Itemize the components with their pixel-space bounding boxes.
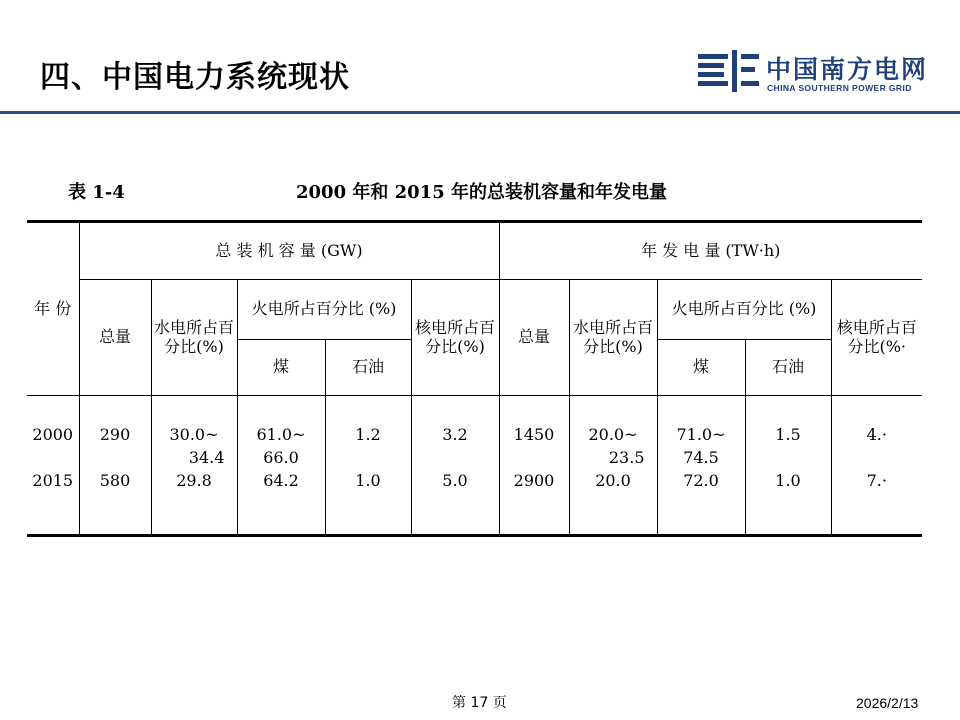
- header-capacity-coal: 煤: [237, 340, 325, 396]
- cell-gen-nuclear-2000: 4.·: [866, 425, 887, 444]
- col-capacity-nuclear: [411, 396, 499, 536]
- header-capacity-oil: 石油: [325, 340, 411, 396]
- header-capacity-thermal: 火电所占百分比 (%): [237, 280, 411, 340]
- header-generation-thermal: 火电所占百分比 (%): [657, 280, 831, 340]
- cell-cap-total-2000: 290: [99, 425, 131, 444]
- logo-name-cn: 中国南方电网: [766, 55, 929, 84]
- cell-gen-oil-2015: 1.0: [775, 471, 801, 490]
- capacity-generation-table: [27, 220, 922, 537]
- cell-cap-coal-2000-b: 66.0: [263, 448, 299, 467]
- cell-cap-hydro-2000-b: 34.4: [188, 448, 225, 467]
- power-grid-logo-icon: [698, 48, 760, 94]
- cell-cap-nuclear-2000: 3.2: [442, 425, 468, 444]
- cell-cap-hydro-2015: 29.8: [176, 471, 212, 490]
- header-generation-group: 年 发 电 量 (TW·h): [499, 222, 922, 280]
- cell-cap-total-2015: 580: [99, 471, 131, 490]
- company-logo: [698, 48, 948, 98]
- header-generation-oil: 石油: [745, 340, 831, 396]
- cell-gen-hydro-2015: 20.0: [595, 471, 631, 490]
- header-capacity-hydro: 水电所占百分比(%): [151, 280, 237, 396]
- header-generation-total: 总量: [499, 280, 569, 396]
- cell-gen-total-2015: 2900: [513, 471, 555, 490]
- cell-gen-nuclear-2015: 7.·: [866, 471, 887, 490]
- cell-gen-coal-2015: 72.0: [683, 471, 719, 490]
- table-title: 2000 年和 2015 年的总装机容量和年发电量: [296, 182, 667, 203]
- col-capacity-total: [79, 396, 151, 536]
- page-number: 第 17 页: [452, 695, 507, 711]
- col-generation-hydro: [569, 396, 657, 536]
- cell-year-2000: 2000: [32, 425, 74, 444]
- logo-name-en: CHINA SOUTHERN POWER GRID: [767, 83, 912, 93]
- cell-year-2015: 2015: [32, 471, 74, 490]
- col-year: [27, 396, 79, 536]
- header-generation-coal: 煤: [657, 340, 745, 396]
- col-capacity-coal: [237, 396, 325, 536]
- cell-cap-oil-2015: 1.0: [355, 471, 381, 490]
- col-capacity-oil: [325, 396, 411, 536]
- cell-cap-hydro-2000-a: 30.0~: [169, 425, 219, 444]
- cell-gen-oil-2000: 1.5: [775, 425, 801, 444]
- cell-gen-hydro-2000-a: 20.0~: [588, 425, 638, 444]
- cell-cap-oil-2000: 1.2: [355, 425, 381, 444]
- cell-gen-coal-2000-b: 74.5: [683, 448, 719, 467]
- col-generation-oil: [745, 396, 831, 536]
- cell-gen-coal-2000-a: 71.0~: [676, 425, 726, 444]
- header-capacity-total: 总量: [79, 280, 151, 396]
- col-capacity-hydro: [151, 396, 237, 536]
- header-divider: [0, 111, 960, 114]
- slide-date: 2026/2/13: [856, 695, 919, 711]
- header-capacity-nuclear: 核电所占百分比(%): [411, 280, 499, 396]
- header-year: 年 份: [27, 222, 79, 396]
- col-generation-total: [499, 396, 569, 536]
- cell-cap-coal-2000-a: 61.0~: [256, 425, 306, 444]
- col-generation-nuclear: [831, 396, 922, 536]
- header-generation-hydro: 水电所占百分比(%): [569, 280, 657, 396]
- cell-cap-nuclear-2015: 5.0: [442, 471, 468, 490]
- cell-gen-hydro-2000-b: 23.5: [608, 448, 645, 467]
- header-capacity-group: 总 装 机 容 量 (GW): [79, 222, 499, 280]
- col-generation-coal: [657, 396, 745, 536]
- table-number: 表 1-4: [68, 182, 125, 203]
- header-generation-nuclear: 核电所占百分比(%·: [831, 280, 922, 396]
- cell-gen-total-2000: 1450: [513, 425, 555, 444]
- slide-title: 四、中国电力系统现状: [40, 60, 350, 95]
- cell-cap-coal-2015: 64.2: [263, 471, 299, 490]
